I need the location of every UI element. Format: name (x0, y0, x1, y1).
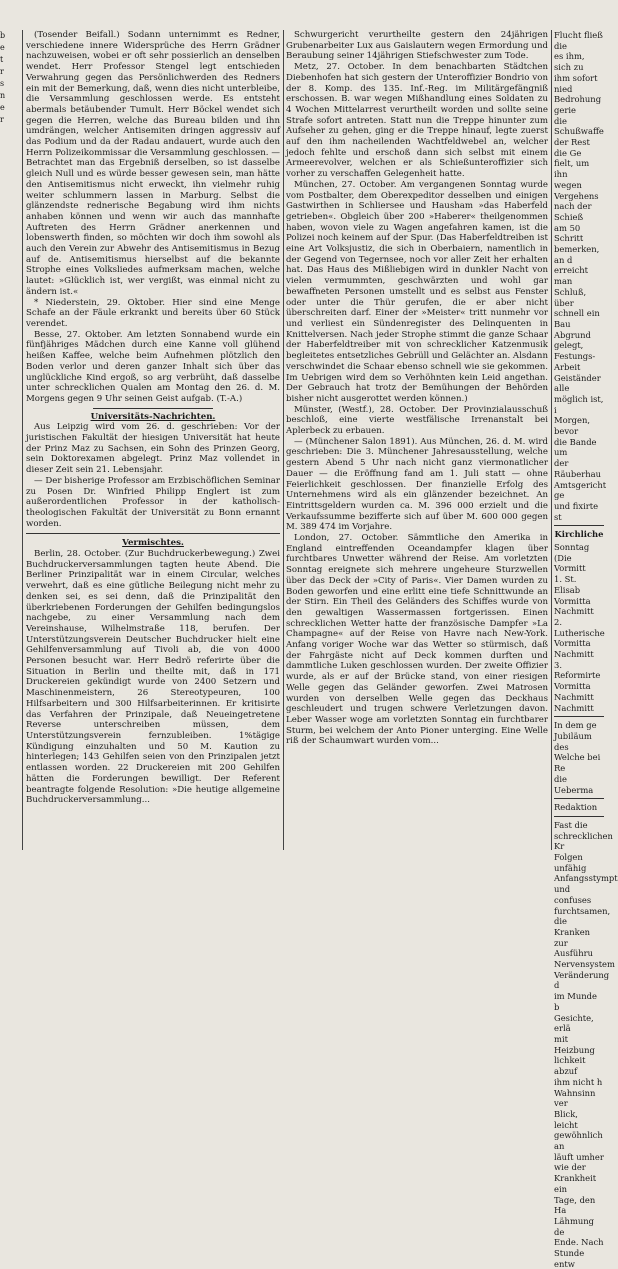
cutoff-text-line: wie der (554, 1162, 586, 1173)
cutoff-text-line: Tage, den Ha (554, 1194, 596, 1216)
column-rule (22, 30, 23, 850)
marburg-meeting-report: (Tosender Beifall.) Sodann unternimmt es Redner, verschiedene innere Widersprüche des Herrn Grädner nachzuweisen, wobei er oft sehr possierlich an denselben wendet. Herr Professor Stengel legt entschieden Verwahrung gegen das Persönlichwerden des Redners ein mit der Bemerkung, daß, wenn dies nicht unterbleibe, die Versammlung geschlossen werde. Es entsteht abermals betäubender Tumult. Herr Böckel wendet sich gegen die Herren, welche das Bureau bilden und ihn umdrängen, welcher Antisemiten dringen aggressiv auf das Podium und da der Radau andauert, wurde auch den Herrn Polizeikommissar die Versammlung geschlossen. — Betrachtet man das Ergebniß derselben, so ist dasselbe gleich Null und es würde besser gewesen sein, man hätte den Antisemitismus nicht erweckt, ihn vielmehr ruhig weiter schlummern lassen in Marburg. Selbst die glänzendste rednerische Begabung wird ihm nichts anhaben können und wenn wir auch das mannhafte Auftreten des Herrn Grädner anerkennen und lobenswerth finden, so möchten wir doch ihm sowohl als auch den Verein zur Abwehr des Antisemitismus in Bezug auf de. Antisemitismus hierselbst auf die bekannte Strophe eines Volksliedes aufmerksam machen, welche lautet: »Glücklich ist, wer vergißt, was einmal nicht zu ändern ist.« (26, 30, 280, 297)
section-divider (554, 798, 604, 799)
cutoff-text-line: und confuses (554, 884, 592, 905)
cutoff-text-line: furchtsamen, (554, 905, 611, 916)
church-notice-line: Vormitta (554, 595, 591, 606)
cutoff-text-line: Krankheit ein (554, 1173, 597, 1194)
cutoff-text-line: fielt, um ihn (554, 158, 590, 180)
church-notice-line: 2. Lutherische (554, 616, 605, 638)
cutoff-text-line: Nervensystem (554, 959, 615, 970)
cutoff-text-line: nach der Schieß (554, 201, 592, 222)
section-divider (26, 533, 280, 534)
section-divider (554, 716, 604, 717)
cutoff-text-line: Folgen unfähig (554, 852, 587, 873)
cutoff-text-line: Bedrohung gerie (554, 94, 602, 115)
church-notices-heading: Kirchliche (554, 529, 604, 540)
margin-fragment: r (0, 115, 4, 124)
church-notice-line: Nachmitt (554, 702, 594, 713)
cutoff-text-line: Wahnsinn ver (554, 1087, 596, 1109)
notice-line: die Ueberma (554, 773, 594, 795)
cutoff-text-line: schrecklichen Kr (554, 830, 613, 852)
church-notice-line: Nachmitt (554, 649, 594, 660)
cutoff-text-line: Geiständer alle (554, 372, 601, 394)
cutoff-text-line: Festungs-Arbeit (554, 351, 596, 372)
margin-fragment: b (0, 31, 6, 40)
church-notice-line: Vormitta (554, 681, 591, 692)
notice-line: Jubiläum des (554, 731, 592, 752)
church-notice-line: (Die Vormitt (554, 552, 586, 574)
church-notice-line: 3. Reformirte (554, 659, 601, 681)
notice-line: Welche bei Re (554, 752, 601, 774)
margin-fragment: r (0, 67, 4, 76)
section-divider (93, 408, 213, 409)
cutoff-text-line: der Räuberhau (554, 458, 601, 479)
metz-news: Metz, 27. October. In dem benachbarten Städtchen Diebenhofen hat sich gestern der Unteroffizier Bondrio von der 8. Komp. des 135. Inf.-Reg. im Militärgefängniß erschossen. B. war wegen Mißhandlung eines Soldaten zu 4 Wochen Mittelarrest verurtheilt worden und sollte seine Strafe sofort antreten. Statt nun die Treppe hinunter zum Aufseher zu gehen, ging er die Treppe hinauf, legte zuerst auf den ihm nacheilenden Wachtfeldwebel an, welcher jedoch fehlte und erschoß dann sich selbst mit einem Armeerevolver, welchen er als Schießunteroffizier sich vorher zu verschaffen Gelegenheit hatte. (286, 62, 548, 180)
cutoff-text-line: es ihm, sich zu (554, 51, 585, 73)
cutoff-text-line: am 50 Schritt (554, 222, 584, 244)
cutoff-text-line: die Kranken (554, 916, 591, 937)
cutoff-text-line: läuft umher (554, 1151, 604, 1162)
article-column-1 (26, 30, 280, 860)
church-notice-line: Sonntag (554, 542, 590, 553)
margin-fragment: t (0, 55, 4, 64)
section-divider (554, 816, 604, 817)
column-rule (551, 30, 552, 850)
margin-fragment: s (0, 79, 5, 88)
church-notice-line: 1. St. Elisab (554, 574, 581, 595)
cutoff-text-line: der Rest die Ge (554, 137, 590, 158)
munich-salon-news: — (Münchener Salon 1891). Aus München, 26. d. M. wird geschrieben: Die 3. Münchener Jahresausstellung, welche gestern Abend 5 Uhr nach nicht ganz viermonatlicher Dauer — die Eröffnung fand am 1. Juli statt — ohne Feierlichkeit geschlossen. Der finanzielle Erfolg des Unternehmens wird als ein glänzender bezeichnet. An Eintrittsgeldern wurden ca. M. 396 000 erzielt und die Verkaufssumme bezifferte sich auf über M. 600 000 gegen M. 389 474 im Vorjahre. (286, 436, 548, 533)
cutoff-text-line: Schluß, über (554, 286, 587, 308)
column-rule (283, 30, 284, 850)
cutoff-text-line: erreicht man (554, 265, 589, 287)
cutoff-text-line: die Schußwaffe (554, 115, 604, 137)
cutoff-text-line: die Bande um (554, 436, 597, 458)
niederstein-news: * Niederstein, 29. Oktober. Hier sind eine Menge Schafe an der Fäule erkrankt und bereits über 60 Stück verendet. (26, 297, 280, 329)
cutoff-text-line: Flucht fließ die (554, 30, 603, 51)
church-notices-list (554, 542, 604, 713)
leipzig-news: Aus Leipzig wird vom 26. d. geschrieben: Vor der juristischen Fakultät der hiesigen Universität hat heute der Prinz Maz zu Sachsen, ein Sohn des Prinzen Georg, sein Doktorexamen abgelegt. Prinz Maz vollendet in dieser Zeit sein 21. Lebensjahr. (26, 422, 280, 476)
cutoff-text-line: Lähmung de (554, 1215, 595, 1237)
court-verdict-news: Schwurgericht verurtheilte gestern den 24jährigen Grubenarbeiter Lux aus Gaislautern wegen Ermordung und Beraubung seiner 14jährigen Stiefschwester zum Tode. (286, 30, 548, 62)
cutoff-text-line: zur Ausführu (554, 937, 594, 959)
margin-fragment: n (0, 91, 6, 100)
cutoff-text-line: Anfangsstympt (554, 873, 618, 884)
cutoff-text-line: gewöhnlich an (554, 1130, 603, 1152)
notice-block (554, 720, 604, 795)
miscellaneous-heading: Vermischtes. (122, 538, 184, 549)
munich-haberfeld-news: München, 27. October. Am vergangenen Sonntag wurde vom Postbalter, dem Oberexpeditor desselben und einigen Gastwirthen in Schliersee und Hausham »das Haberfeld getrieben«. Obgleich über 200 »Haberer« theilgenommen haben, wovon viele zu Wagen angefahren kamen, ist die Polizei noch keinem auf der Spur. (Das Haberfeldtreiben ist eine Art Volksjustiz, die sich in Oberbaiern, namentlich in der Gegend von Tegernsee, noch vor aller Zeit her erhalten hat. Das Haus des Mißliebigen wird in dunkler Nacht von vielen vermummten, geschwärzten und wohl gar bewaffneten Personen umstellt und es selbst aus Fenster oder unter die Thür gerufen, die er aber nicht überschreiten darf. Einer der »Meister« tritt nunmehr vor und verliest ein Sündenregister des Delinquenten in Knittelversen. Nach jeder Strophe stimmt die ganze Schaar der Haberfeldtreiber mit von schrecklicher Katzenmusik begleitetes entsetzliches Gebrüll und Gelächter an. Alsdann verschwindet die Schaar ebenso schnell wie sie gekommen. Im Uebrigen wird dem so Verhöhnten kein Leid angethan. Der Gebrauch hat trotz der Bemühungen der Behörden bisher nicht ausgerottet werden können.) (286, 179, 548, 404)
cutoff-text-line: Abgrund gelegt, (554, 329, 591, 351)
university-news-heading: Universitäts-Nachrichten. (90, 411, 216, 422)
cutoff-text-line: bemerken, an d (554, 244, 600, 265)
muenster-news: Münster, (Westf.), 28. October. Der Provinzialausschuß beschloß, eine vierte westfälische Irrenanstalt bei Aplerbeck zu erbauen. (286, 404, 548, 437)
besse-news: Besse, 27. Oktober. Am letzten Sonnabend wurde ein fünfjähriges Mädchen durch eine Kanne voll glühend heißen Kaffee, welche beim Aufnehmen plötzlich den Boden verlor und deren ganzer Inhalt sich über das unglückliche Kind ergoß, so arg verbrüht, daß dasselbe unter schrecklichen Qualen am Montag den 26. d. M. Morgens gegen 9 Uhr seinen Geist aufgab. (T.-A.) (26, 329, 280, 404)
cutoff-text-line: ihm nicht h (554, 1076, 603, 1087)
cutoff-text-line: mit Heizbung (554, 1033, 595, 1055)
cutoff-text-line: schnell ein Bau (554, 308, 600, 329)
london-storm-news: London, 27. October. Sämmtliche den Amerika in England eintreffenden Oceandampfer klagen über furchtbares Unwetter während der Reise. Am vorletzten Sonntag ereignete sich mehrere ungeheure Sturzwellen über das Deck der »City of Paris«. Vier Damen wurden zu Boden geworfen und eine erlitt eine tiefe Schnittwunde an der Stirn. Ein Theil des Geländers des Schiffes wurde von den gewaltigen Wassermassen fortgerissen. Einen schrecklichen Wetter hatte der französische Dampfer »La Champagne« auf der Reise von Havre nach New-York. Anfang voriger Woche war das Wetter so stürmisch, daß der Fahrgäste nicht auf Deck kommen durften und dammtliche Luken geschlossen wurden. Der zweite Offizier wurde, als er auf der Brücke stand, von einer riesigen Welle gegen das Geländer geworfen. Zwei Matrosen wurden von derselben Welle gegen das Deckhaus geschleudert und trugen schwere Verletzungen davon. Leber Wasser woge am vorletzten Sonntag ein furchtbarer Sturm, bei welchem der Anto Pioner unterging. Eine Welle riß der Schaumwart wurden vom... (286, 533, 548, 747)
cutoff-text-line: ihm sofort nied (554, 72, 598, 94)
article-column-2 (286, 30, 548, 860)
cutoff-text-line: Blick, leicht (554, 1108, 578, 1130)
church-notice-line: Nachmitt (554, 691, 594, 702)
cutoff-text-line: Fast die (554, 819, 588, 830)
cutoff-text-line: Amtsgericht ge (554, 479, 607, 501)
margin-fragment-column (0, 30, 16, 126)
berlin-printers-report: Berlin, 28. October. (Zur Buchdruckerbewegung.) Zwei Buchdruckerversammlungen tagten heute Abend. Die Berliner Prinzipalität war in einem Circular, welches verwehrt, daß es eine gütliche Beilegung nicht mehr zu denken sei, es sei denn, daß die Prinzipalität den überkriebenen Forderungen der Gehilfen bedingungslos nachgebe, zu einer Versammlung nach dem Vereinshause, Wilhelmstraße 118, berufen. Der Unterstützungsverein Deutscher Buchdrucker hielt eine Gehilfenversammlung auf Tivoli ab, die von 4000 Personen besucht war. Herr Bedrö referirte über die Situation in Berlin und theilte mit, daß in 171 Druckereien gekündigt wurde von 2400 Setzern und Maschinenmeistern, 26 Stereotypeuren, 100 Hilfsarbeitern und 300 Hilfsarbeiterinnen. Er kritisirte das Verfahren der Prinzipale, daß Neueingetretene Reverse unterschreiben müssen, dem Unterstützungsverein fernzubleiben. 1%tägige Kündigung einzuhalten und 50 M. Kaution zu hinterlegen; 143 Gehilfen seien von den Prinzipalen jetzt entlassen worden. 22 Druckereien mit 200 Gehilfen hätten die Forderungen bewilligt. Der Referent beantragte folgende Resolution: »Die heutige allgemeine Buchdruckerversammlung... (26, 549, 280, 806)
cutoff-text-line: möglich ist, i (554, 393, 604, 415)
cutoff-text-line: im Munde b (554, 991, 597, 1012)
cutoff-article-bottom (554, 819, 618, 1269)
editorial-footer: Redaktion (554, 802, 598, 813)
cutoff-article-top (554, 30, 607, 522)
cutoff-text-line: Morgen, bevor (554, 415, 590, 437)
cutoff-text-line: Veränderung d (554, 969, 610, 991)
notice-line: In dem ge (554, 720, 597, 731)
cutoff-text-line: lichkeit abzuf (554, 1055, 586, 1077)
margin-fragment: e (0, 43, 5, 52)
cutoff-text-line: Stunde entw (554, 1248, 585, 1269)
church-notice-line: Vormitta (554, 638, 591, 649)
bonn-professor-news: — Der bisherige Professor am Erzbischöflichen Seminar zu Posen Dr. Winfried Philipp Englert ist zum außerordentlichen Professor in der katholisch-theologischen Fakultät der Universität zu Bonn ernannt worden. (26, 475, 280, 529)
cutoff-text-line: Ende. Nach (554, 1237, 604, 1248)
section-divider (554, 525, 604, 526)
cutoff-text-line: und fixirte st (554, 500, 599, 522)
article-column-3 (554, 30, 618, 1269)
church-notice-line: Nachmitt (554, 606, 594, 617)
margin-fragment: e (0, 103, 5, 112)
cutoff-text-line: Gesichte, erlä (554, 1012, 594, 1034)
cutoff-text-line: wegen Vergehens (554, 179, 599, 201)
